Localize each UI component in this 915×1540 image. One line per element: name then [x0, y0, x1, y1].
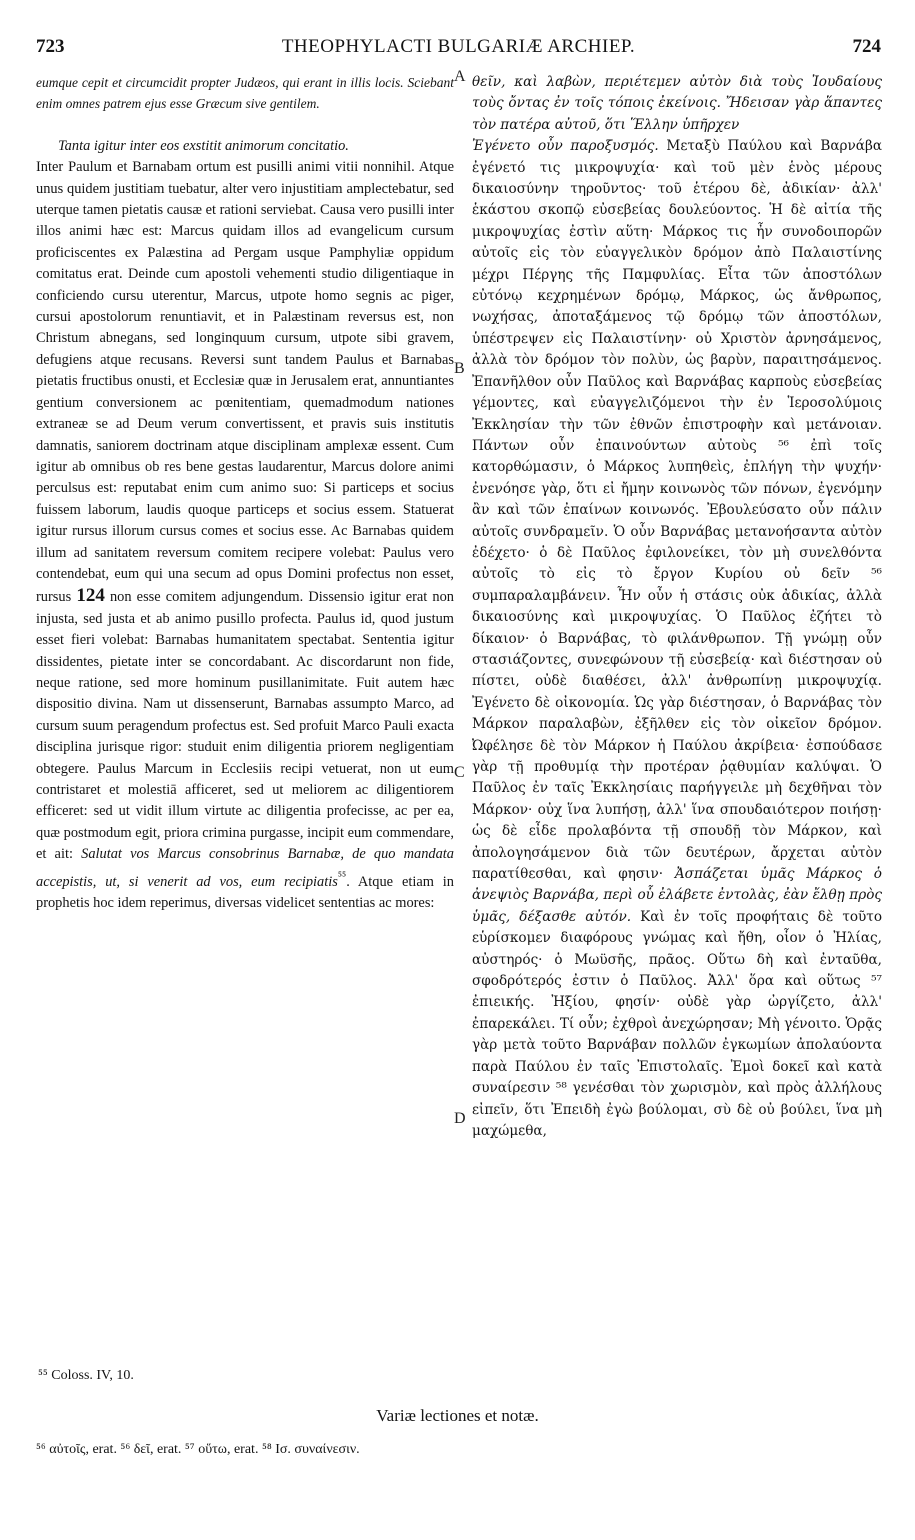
variae-lectiones-notes: ⁵⁶ αὐτοῖς, erat. ⁵⁶ δεῖ, erat. ⁵⁷ οὕτω, erat. ⁵⁸ Ισ. συναίνεσιν. [36, 1442, 360, 1457]
latin-body-paragraph [36, 157, 454, 914]
greek-body-part-2: Καὶ ἐν τοῖς προφήταις δὲ τοῦτο εὑρίσκομεν διαφόρους γνώμας καὶ ἤθη, οἷον ὁ Ἠλίας, αὐστηρός· ὁ Μωϋσῆς, πρᾶος. Οὕτω δὴ καὶ ἐνταῦθα, σφοδρότερός ἐστιν ὁ Παῦλος. Ἀλλ' ὅρα καὶ οὕτως ⁵⁷ ἐπιεικής. Ἠξίου, φησίν· οὐδὲ γὰρ ὠργίζετο, ἀλλ' ἐπαρεκάλει. Τί οὖν; ἐχθροὶ ἀνεχώρησαν; Μὴ γένοιτο. Ὁρᾷς γὰρ μετὰ τοῦτο Βαρνάβαν πολλῶν ἐγκωμίων ἀπολαύοντα παρὰ Παύλου ἐν ταῖς Ἐπιστολαῖς. Ἐμοὶ δοκεῖ καὶ κατὰ συναίρεσιν ⁵⁸ γενέσθαι τὸν χωρισμὸν, καὶ πρὸς ἀλλήλους εἰπεῖν, ὅτι Ἐπειδὴ ἐγὼ βούλομαι, σὺ δὲ οὐ βούλει, ἵνα μὴ μαχώμεθα, [472, 908, 882, 1139]
margin-letter-d: D [454, 1110, 466, 1127]
column-number-marker: 124 [76, 585, 105, 607]
latin-heading: Tanta igitur inter eos exstitit animorum concitatio. [58, 137, 349, 154]
latin-intro: eumque cepit et circumcidit propter Judæos, qui erant in illis locis. Sciebant enim omnes patrem ejus esse Græcum sive gentilem. [36, 75, 454, 112]
latin-body-part-1: Inter Paulum et Barnabam ortum est pusilli animi vitii nonnihil. Atque unus quidem justitiam tuebatur, alter vero injustitiam amplectebatur, sed uterque tamen pietatis causæ et rationi serviebat. Causa vero pusilli inter illos animi hæc est: Marcus quidam illos ad evangelicum cursum proficiscentes ex Palæstina ad Pergam usque Pamphyliæ oppidum comitatus erat. Deinde cum apostoli vehementi studio diligentiaque in conficiendo cursu uterentur, Marcus, utpote homo segnis ac piger, cursui apostolorum renuntiavit, et in Palæstinam reversus est, non Christum abnegans, sed longinquum cursum, utpote sibi gravem, defugiens atque recusans. Reversi sunt tandem Paulus et Barnabas pietatis fructibus onusti, et Ecclesiæ quæ in Jerusalem erat, annuntiantes gentium conversionem ac pœnitentiam, quemadmodum nationes extraneæ se ad Deum verum convertissent, et pravis suis institutis damnatis, saniorem doctrinam atque disciplinam amplexæ essent. Cum igitur ab omnibus ob res bene gestas laudarentur, Marcus dolore animi perculsus est: reputabat enim cum animo suo: Si particeps et socius fuissem laborum, laudis quoque particeps et socius essem. Statuerat igitur rursus illorum cursus comes et socius esse. Ac Barnabas quidem illum ad sanitatem reversum comitem recipere volebat: Paulus vero contendebat, eum qui una secum ad opus Domini profectus non esset, rursus [36, 159, 454, 606]
margin-letter-a: A [454, 68, 466, 85]
running-title: THEOPHYLACTI BULGARIÆ ARCHIEP. [281, 36, 636, 57]
page-number-left: 723 [36, 36, 65, 57]
greek-column [472, 72, 882, 1142]
greek-quote: Ἀσπάζεται ὑμᾶς Μάρκος ὁ ἀνεψιὸς Βαρνάβα, περὶ οὗ ἐλάβετε ἐντολὰς, ἐὰν ἔλθῃ πρὸς ὑμᾶς, δέξασθε αὐτόν. [472, 866, 882, 925]
footnote: ⁵⁵ Coloss. IV, 10. [38, 1368, 134, 1383]
greek-body-part-1: Μεταξὺ Παύλου καὶ Βαρνάβα ἐγένετό τις μικροψυχία· καὶ τοῦ μὲν ἑνὸς μέρους δικαιοσύνην τηροῦντος· τοῦ ἑτέρου δὲ, ἀδικίαν· ἀλλ' ἑκάστου σκοπῷ εὐσεβείας δουλεύοντος. Ἡ δὲ αἰτία τῆς μικροψυχίας ἐστὶν αὕτη· Μάρκος τις ἦν συνοδοιπορῶν αὐτοῖς εἰς τὸν εὐαγγελικὸν δρόμον ἀπὸ Παλαιστίνης μέχρι Πέργης τῆς Παμφυλίας. Εἶτα τῶν ἀποστόλων εὐτόνῳ κεχρημένων δρόμῳ, Μάρκος, ὡς ἄνθρωπος, νωχήσας, ἀποταξάμενος τῷ δρόμῳ τῶν ἀποστόλων, ὑπέστρεψεν εἰς Παλαιστίνην· οὐ Χριστὸν ἀρνησάμενος, ἀλλὰ τὸν δρόμον τὸν πολὺν, ὡς βαρὺν, παραιτησάμενος. Ἐπανῆλθον οὖν Παῦλος καὶ Βαρνάβας καρποὺς εὐσεβείας γέμοντες, καὶ εὐαγγελιζόμενοι τὴν ἐν Ἱεροσολύμοις Ἐκκλησίαν τὴν τῶν ἐθνῶν ἐπιστροφὴν καὶ μετάνοιαν. Πάντων οὖν ἐπαινούντων αὐτοὺς ⁵⁶ ἐπὶ τοῖς κατορθώμασιν, ὁ Μάρκος λυπηθεὶς, ἐπλήγη τὴν ψυχήν· ἐνενόησε γὰρ, ὅτι εἰ ἤμην κοινωνὸς τῶν πόνων, ἐγενόμην ἂν καὶ τῶν ἐπαίνων κοινωνός. Ἐβουλεύσατο οὖν πάλιν αὐτοῖς συνδραμεῖν. Ὁ οὖν Βαρνάβας μετανοήσαντα αὐτὸν ἐδέχετο· ὁ δὲ Παῦλος ἐφιλονείκει, τὸν μὴ συνελθόντα αὐτοῖς τὸ εἰς τὸ ἔργον Κυρίου οὐ δεῖν ⁵⁶ συμπαραλαμβάνειν. Ἦν οὖν ἡ στάσις οὐκ ἀδικίας, ἀλλὰ δικαιοσύνης καὶ μικροψυχίας. Ὁ Παῦλος ἐζήτει τὸ δίκαιον· ὁ Βαρνάβας, τὸ φιλάνθρωπον. Τῇ γνώμῃ οὖν στασιάζοντες, συνεφώνουν τῇ εὐσεβείᾳ· καὶ διέστησαν οὐ πίστει, οὐδὲ διαθέσει, ἀλλ' ἀνθρωπίνῃ μικροψυχίᾳ. Ἐγένετο δὲ οἰκονομία. Ὡς γὰρ διέστησαν, ὁ Βαρνάβας τὸν Μάρκον παραλαβὼν, ἐξῆλθεν εἰς τὸν οἰκεῖον δρόμον. Ὠφέλησε δὲ τὸν Μάρκον ἡ Παύλου ἀκρίβεια· ἐσπούδασε γὰρ τῇ προθυμίᾳ τὴν προτέραν ῥᾳθυμίαν καλύψαι. Ὁ Παῦλος ἐν ταῖς Ἐκκλησίαις παρήγγειλε μὴ δεχθῆναι τὸν Μάρκον· οὐχ ἵνα λυπήσῃ, ἀλλ' ἵνα σπουδαιότερον ποιήσῃ· ὡς δὲ εἶδε προλαβόντα τῇ σπουδῇ τὸν Μάρκον, καὶ ἀπολογησάμενον διὰ τῶν δευτέρων, ἄρχεται αὐτὸν παρατίθεσθαι, καὶ φησιν· [472, 138, 882, 883]
latin-body-part-2: non esse comitem adjungendum. Dissensio igitur erat non injusta, sed justa et ab animo pusillo profecta. Paulus id, quod justum esset fieri volebat: Barnabas humanitatem spectabat. Sententia igitur dissidentes, pietate inter se concordabant. Ac discordarunt non fide, neque ratione, sed more hominum pusillanimitate. Fuit autem hæc dispositio divina. Nam ut dissenserunt, Barnabas assumpto Marco, ad cursum suum peragendum profectus est. Sed profuit Marco Pauli exacta disciplina jurisque rigor: studuit enim diligentia priorem negligentiam obtegere. Paulus Marcum in Ecclesiis recipi vetuerat, non ut eum contristaret et molestiā afficeret, sed ut meliorem ac diligentiorem efficeret: sed ut vidit illum virtute ac diligentia profecisse, ac per ea, quæ postmodum egit, priora crimina purgasse, incipit eum commendare, et ait: [36, 589, 454, 863]
latin-body-part-3: . Atque etiam in prophetis hoc idem reperimus, diversas videlicet sententias ac mores: [36, 873, 454, 911]
latin-quote: Salutat vos Marcus consobrinus Barnabæ, de quo mandata accepistis, ut, si venerit ad vos, eum recipiatis [36, 846, 454, 890]
variae-lectiones-heading: Variæ lectiones et notæ. [376, 1406, 539, 1425]
margin-letter-b: B [454, 360, 465, 377]
margin-letter-c: C [454, 764, 465, 781]
page-number-right: 724 [852, 36, 881, 57]
latin-column [36, 72, 454, 914]
greek-heading: Ἐγένετο οὖν παροξυσμός. [472, 138, 659, 155]
footnote-ref: ⁵⁵ [337, 868, 347, 883]
greek-intro: θεῖν, καὶ λαβὼν, περιέτεμεν αὐτὸν διὰ τοὺς Ἰουδαίους τοὺς ὄντας ἐν τοῖς τόποις ἐκείνοις. Ἤδεισαν γὰρ ἅπαντες τὸν πατέρα αὐτοῦ, ὅτι Ἕλλην ὑπῆρχεν [472, 74, 882, 133]
greek-body-paragraph [472, 136, 882, 1142]
running-header [36, 36, 881, 64]
